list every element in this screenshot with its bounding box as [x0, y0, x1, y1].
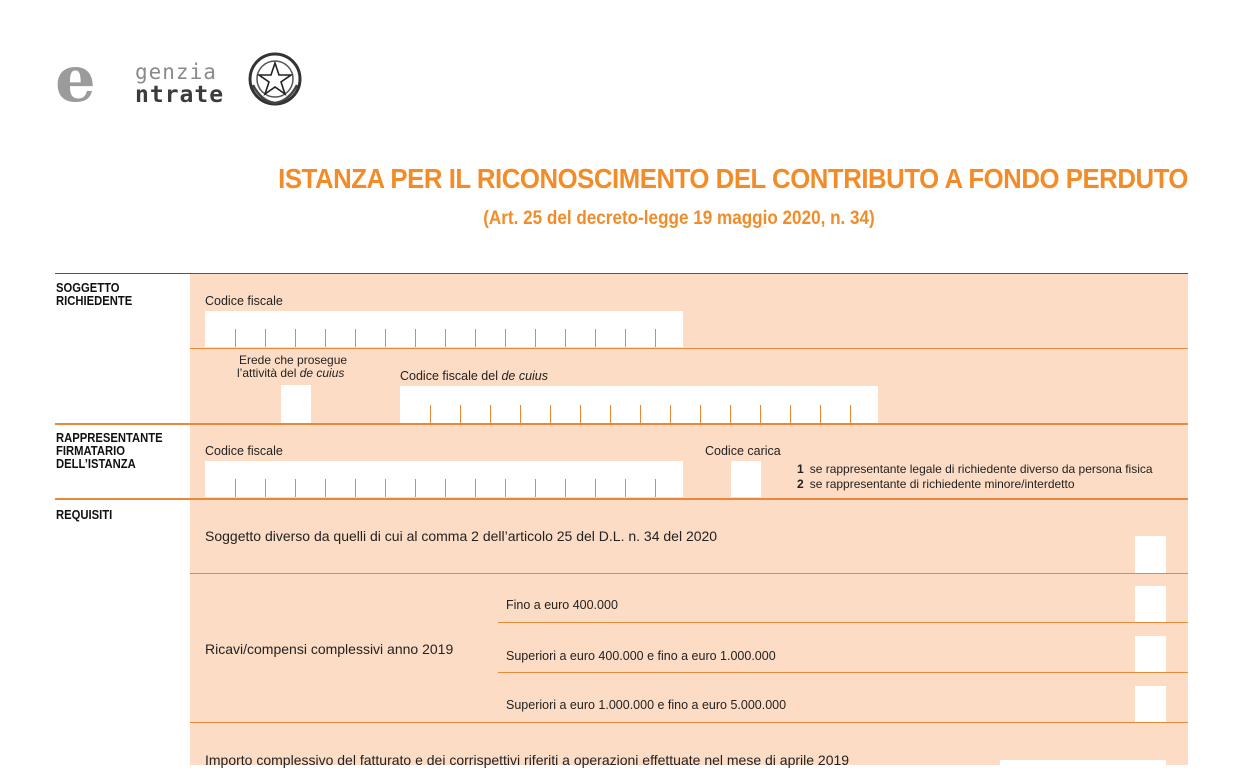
erede-checkbox[interactable]: [281, 385, 311, 423]
rappresentante-cf-label: Codice fiscale: [205, 444, 283, 458]
cell-divider: [610, 405, 611, 423]
ricavi-option-3: Superiori a euro 1.000.000 e fino a euro 5.000.000: [506, 698, 787, 712]
row-divider: [498, 672, 1188, 673]
cell-divider: [535, 329, 536, 347]
republic-emblem-icon: [247, 51, 303, 107]
rappresentante-label-line1: RAPPRESENTANTE: [56, 431, 163, 445]
cell-divider: [820, 405, 821, 423]
cell-divider: [520, 405, 521, 423]
logo-line-2: ntrate: [135, 82, 225, 108]
codice-carica-options: [797, 462, 1153, 492]
ricavi-option-3-checkbox[interactable]: [1135, 686, 1166, 722]
requisito-1-checkbox[interactable]: [1135, 536, 1166, 573]
cell-divider: [265, 329, 266, 347]
ricavi-option-2-checkbox[interactable]: [1135, 636, 1166, 672]
cf-de-cuius-label: [400, 369, 548, 383]
ricavi-option-2: Superiori a euro 400.000 e fino a euro 1.000.000: [506, 649, 776, 663]
cell-divider: [490, 405, 491, 423]
carica-option-1-num: 1: [797, 462, 804, 476]
carica-option-1-text: se rappresentante legale di richiedente diverso da persona fisica: [809, 462, 1153, 476]
ricavi-option-1-checkbox[interactable]: [1135, 586, 1166, 622]
ricavi-label: Ricavi/compensi complessivi anno 2019: [205, 641, 454, 657]
cell-divider: [535, 479, 536, 497]
row-divider: [498, 622, 1188, 623]
section-label-soggetto: [56, 282, 137, 308]
document-subtitle: (Art. 25 del decreto-legge 19 maggio 2020, n. 34): [483, 208, 875, 229]
erede-label-line2: [237, 367, 347, 380]
cell-divider: [415, 479, 416, 497]
carica-option-2-text: se rappresentante di richiedente minore/interdetto: [809, 477, 1075, 491]
section-label-requisiti: REQUISITI: [56, 508, 113, 522]
cell-divider: [385, 479, 386, 497]
cell-divider: [475, 329, 476, 347]
cell-divider: [565, 329, 566, 347]
cell-divider: [760, 405, 761, 423]
cell-divider: [265, 479, 266, 497]
cell-divider: [625, 329, 626, 347]
erede-label-line1: Erede che prosegue: [239, 353, 348, 367]
row-divider: [190, 722, 1188, 723]
cell-divider: [595, 479, 596, 497]
cell-divider: [295, 479, 296, 497]
erede-label-italic: de cuius: [299, 366, 345, 380]
cell-divider: [235, 479, 236, 497]
erede-label-prefix: l’attività del: [237, 366, 300, 380]
cell-divider: [415, 329, 416, 347]
cell-divider: [505, 479, 506, 497]
cell-divider: [670, 405, 671, 423]
row-divider: [190, 573, 1188, 574]
importo-aprile-input[interactable]: [1000, 760, 1166, 765]
document-title: ISTANZA PER IL RICONOSCIMENTO DEL CONTRIBUTO A FONDO PERDUTO: [278, 163, 1188, 194]
section-label-rappresentante: [56, 432, 163, 471]
cell-divider: [430, 405, 431, 423]
cell-divider: [460, 405, 461, 423]
cell-divider: [295, 329, 296, 347]
cf-de-cuius-italic: de cuius: [501, 369, 549, 383]
erede-label: [237, 354, 347, 380]
cell-divider: [625, 479, 626, 497]
cell-divider: [730, 405, 731, 423]
codice-carica-label: Codice carica: [705, 444, 781, 458]
logo-e-glyph: e: [55, 42, 96, 117]
codice-fiscale-de-cuius-input[interactable]: [400, 386, 878, 423]
cell-divider: [505, 329, 506, 347]
cell-divider: [640, 405, 641, 423]
rappresentante-label-line3: DELL’ISTANZA: [56, 457, 136, 471]
carica-option-2-num: 2: [797, 477, 804, 491]
cell-divider: [580, 405, 581, 423]
cell-divider: [790, 405, 791, 423]
carica-option-2: [797, 477, 1153, 492]
soggetto-label-text: SOGGETTO RICHIEDENTE: [56, 281, 133, 308]
soggetto-codice-fiscale-input[interactable]: [205, 311, 683, 347]
ricavi-option-1: Fino a euro 400.000: [506, 598, 618, 612]
codice-carica-input[interactable]: [731, 461, 761, 497]
cell-divider: [235, 329, 236, 347]
cell-divider: [550, 405, 551, 423]
cell-divider: [325, 329, 326, 347]
cell-divider: [445, 329, 446, 347]
cell-divider: [385, 329, 386, 347]
rappresentante-codice-fiscale-input[interactable]: [205, 461, 683, 497]
cell-divider: [565, 479, 566, 497]
agenzia-entrate-logo: [55, 42, 315, 117]
cell-divider: [655, 329, 656, 347]
cf-de-cuius-prefix: Codice fiscale del: [400, 369, 502, 383]
row-divider: [190, 348, 1188, 349]
importo-aprile-label: Importo complessivo del fatturato e dei corrispettivi riferiti a operazioni effettuate nel mese di aprile 2019: [205, 752, 850, 768]
cell-divider: [355, 479, 356, 497]
carica-option-1: [797, 462, 1153, 477]
soggetto-cf-label: Codice fiscale: [205, 294, 283, 308]
cell-divider: [445, 479, 446, 497]
rappresentante-label-line2: FIRMATARIO: [56, 444, 125, 458]
logo-wordmark: [55, 42, 255, 117]
cell-divider: [850, 405, 851, 423]
cell-divider: [475, 479, 476, 497]
logo-line-1: genzia: [135, 60, 217, 84]
cell-divider: [595, 329, 596, 347]
cell-divider: [325, 479, 326, 497]
cell-divider: [700, 405, 701, 423]
cell-divider: [655, 479, 656, 497]
requisito-1-text: Soggetto diverso da quelli di cui al comma 2 dell’articolo 25 del D.L. n. 34 del 2020: [205, 528, 718, 544]
cell-divider: [355, 329, 356, 347]
